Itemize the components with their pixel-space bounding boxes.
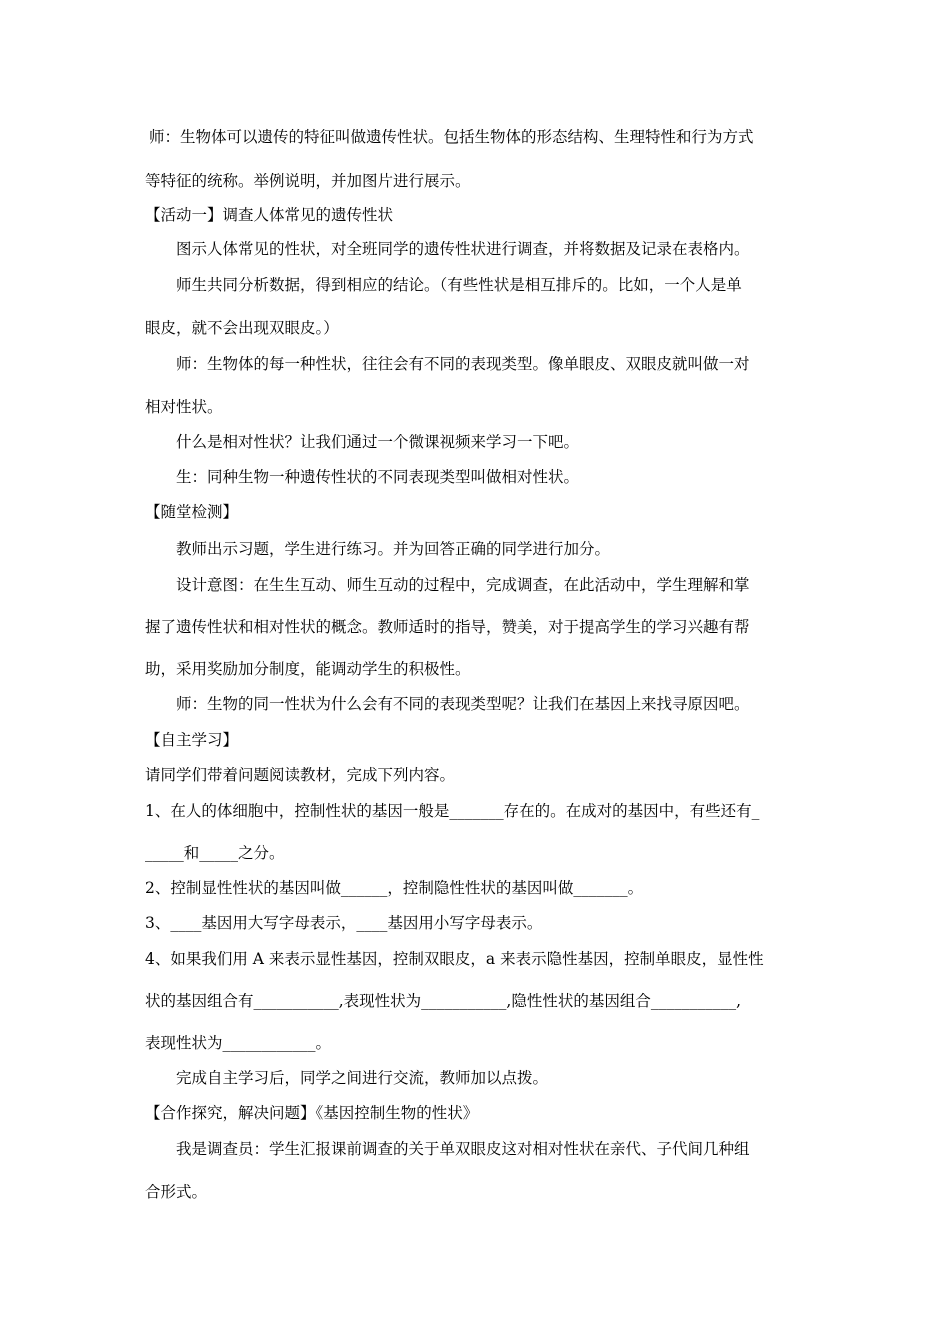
paragraph-line: 什么是相对性状？让我们通过一个微课视频来学习一下吧。	[176, 433, 580, 451]
paragraph-line: 等特征的统称。举例说明，并加图片进行展示。	[145, 172, 471, 190]
exercise-item: 2、控制显性性状的基因叫做______，控制隐性性状的基因叫做_______。	[145, 879, 644, 897]
exercise-item: 3、____基因用大写字母表示，____基因用小写字母表示。	[145, 914, 543, 932]
exercise-item: 状的基因组合有___________,表现性状为___________,隐性性状的基因组合___________,	[145, 992, 742, 1010]
paragraph-line: 师：生物体可以遗传的特征叫做遗传性状。包括生物体的形态结构、生理特性和行为方式	[149, 128, 754, 146]
exercise-item: _____和_____之分。	[145, 844, 285, 862]
paragraph-line: 师：生物的同一性状为什么会有不同的表现类型呢？让我们在基因上来找寻原因吧。	[176, 695, 750, 713]
paragraph-line: 图示人体常见的性状，对全班同学的遗传性状进行调查，并将数据及记录在表格内。	[176, 240, 750, 258]
section-heading: 【活动一】调查人体常见的遗传性状	[145, 206, 394, 224]
paragraph-line: 合形式。	[145, 1183, 208, 1201]
paragraph-line: 助，采用奖励加分制度，能调动学生的积极性。	[145, 660, 471, 678]
paragraph-line: 生：同种生物一种遗传性状的不同表现类型叫做相对性状。	[176, 468, 580, 486]
paragraph-line: 完成自主学习后，同学之间进行交流，教师加以点拨。	[176, 1069, 549, 1087]
exercise-item: 表现性状为____________。	[145, 1034, 332, 1052]
paragraph-line: 相对性状。	[145, 398, 223, 416]
section-heading: 【合作探究，解决问题】《基因控制生物的性状》	[145, 1104, 479, 1122]
paragraph-line: 设计意图：在生生互动、师生互动的过程中，完成调查，在此活动中，学生理解和掌	[176, 576, 750, 594]
paragraph-line: 教师出示习题，学生进行练习。并为回答正确的同学进行加分。	[176, 540, 611, 558]
exercise-item: 4、如果我们用 A 来表示显性基因，控制双眼皮，a 来表示隐性基因，控制单眼皮，显性性	[145, 950, 764, 968]
paragraph-line: 握了遗传性状和相对性状的概念。教师适时的指导，赞美，对于提高学生的学习兴趣有帮	[145, 618, 750, 636]
paragraph-line: 师：生物体的每一种性状，往往会有不同的表现类型。像单眼皮、双眼皮就叫做一对	[176, 355, 750, 373]
paragraph-line: 师生共同分析数据，得到相应的结论。（有些性状是相互排斥的。比如，一个人是单	[176, 276, 742, 294]
exercise-item: 1、在人的体细胞中，控制性状的基因一般是_______存在的。在成对的基因中，有些还有_	[145, 802, 760, 820]
paragraph-line: 眼皮，就不会出现双眼皮。）	[145, 319, 339, 337]
section-heading: 【自主学习】	[145, 731, 239, 749]
paragraph-line: 我是调查员：学生汇报课前调查的关于单双眼皮这对相对性状在亲代、子代间几种组	[176, 1140, 750, 1158]
section-heading: 【随堂检测】	[145, 503, 239, 521]
paragraph-line: 请同学们带着问题阅读教材，完成下列内容。	[145, 766, 456, 784]
